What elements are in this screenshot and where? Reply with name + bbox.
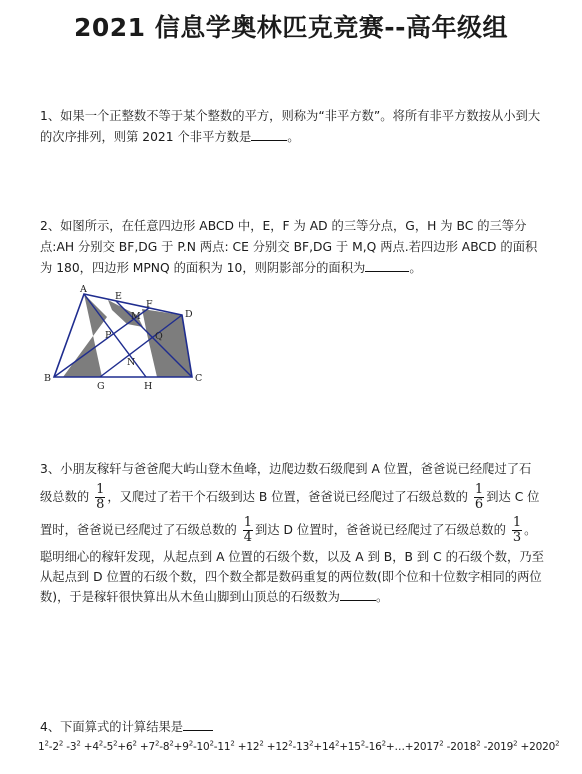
exponent: 2 xyxy=(76,739,81,748)
expression-term: -5 xyxy=(103,741,114,753)
fraction-denominator: 4 xyxy=(243,530,252,545)
question-2-text: 2、如图所示，在任意四边形 ABCD 中，E，F 为 AD 的三等分点，G，H 为 BC 的三等分点:AH 分别交 BF,DG 于 P.N 两点: CE 分别交 BF,DG 于 M,Q 两点.若四边形 ABCD 的面积为 180，四边形 MPNQ 的面积为 10，则阴影部分的面积为 xyxy=(40,219,538,275)
expression-term: -10 xyxy=(192,741,210,753)
expression-term: -11 xyxy=(213,741,231,753)
question-3-line-2 xyxy=(40,483,548,512)
question-2 xyxy=(40,216,548,279)
exponent: 2 xyxy=(555,739,560,748)
fraction-one-sixth xyxy=(474,483,484,512)
label-h: H xyxy=(144,381,153,392)
question-1-text: 1、如果一个正整数不等于某个整数的平方，则称为“非平方数”。将所有非平方数按从小到大的次序排列，则第 2021 个非平方数是 xyxy=(40,109,541,144)
label-m: M xyxy=(131,311,141,322)
answer-blank-4[interactable] xyxy=(183,718,213,731)
expression-term: +12 xyxy=(263,741,289,753)
answer-blank-3[interactable] xyxy=(340,588,376,601)
fraction-denominator: 3 xyxy=(512,530,522,545)
expression-term: -13 xyxy=(292,741,310,753)
question-4 xyxy=(40,717,548,738)
answer-blank-2[interactable] xyxy=(365,259,409,272)
fraction-denominator: 6 xyxy=(474,497,484,512)
question-1-end: 。 xyxy=(287,130,300,144)
exponent: 2 xyxy=(360,739,366,748)
question-3-line-3 xyxy=(40,516,548,545)
exponent: 2 xyxy=(288,739,293,748)
fraction-numerator: 1 xyxy=(96,482,105,497)
question-3-rest xyxy=(40,547,548,607)
exponent: 2 xyxy=(169,739,174,748)
exponent: 2 xyxy=(188,739,193,748)
label-c: C xyxy=(195,373,203,384)
fraction-numerator: 1 xyxy=(243,515,252,530)
fraction-one-quarter xyxy=(243,516,253,545)
exponent: 2 xyxy=(259,739,264,748)
question-3-text-3b: 到达 D 位置时，爸爸说已经爬过了石级总数的 xyxy=(254,523,506,537)
expression-term: -3 xyxy=(63,741,77,753)
question-3-text-2c: 到达 C 位 xyxy=(486,490,540,504)
exponent: 2 xyxy=(44,739,49,748)
exponent: 2 xyxy=(476,739,481,748)
question-4-expression xyxy=(38,741,559,753)
question-4-text: 4、下面算式的计算结果是 xyxy=(40,720,184,734)
exponent: 2 xyxy=(334,739,340,748)
expression-term: +15 xyxy=(339,741,361,753)
label-g: G xyxy=(97,381,105,392)
label-f: F xyxy=(146,299,153,310)
expression-term: +4 xyxy=(80,741,99,753)
fraction-one-eighth xyxy=(95,483,105,512)
expression-term: +2020 xyxy=(517,741,556,753)
exponent: 2 xyxy=(381,739,386,748)
expression-term: +7 xyxy=(136,741,155,753)
question-3-text-2a: 级总数的 xyxy=(40,490,90,504)
question-3 xyxy=(40,459,548,607)
label-b: B xyxy=(44,373,51,384)
expression-term: -8 xyxy=(159,741,170,753)
question-1 xyxy=(40,106,548,148)
label-q: Q xyxy=(155,331,163,342)
label-d: D xyxy=(185,309,193,320)
label-a: A xyxy=(80,284,87,295)
exponent: 2 xyxy=(98,739,104,748)
fraction-denominator: 8 xyxy=(96,497,105,512)
fraction-one-third xyxy=(512,516,522,545)
label-p: P xyxy=(105,330,112,341)
expression-term: -16 xyxy=(365,741,382,753)
expression-term: -2018 xyxy=(443,741,477,753)
question-3-line-1: 3、小朋友稼轩与爸爸爬大屿山登木鱼峰，边爬边数石级爬到 A 位置，爸爸说已经爬过了石 xyxy=(40,462,532,476)
fraction-numerator: 1 xyxy=(512,515,522,530)
exponent: 2 xyxy=(513,739,518,748)
expression-term: -2 xyxy=(48,741,59,753)
exponent: 2 xyxy=(230,739,235,748)
exponent: 2 xyxy=(132,739,137,748)
expression-term: +9 xyxy=(173,741,189,753)
exponent: 2 xyxy=(113,739,118,748)
expression-term: +6 xyxy=(117,741,133,753)
question-3-text-3a: 置时，爸爸说已经爬过了石级总数的 xyxy=(40,523,237,537)
answer-blank-1[interactable] xyxy=(251,128,287,141)
expression-term: +14 xyxy=(313,741,335,753)
label-n: N xyxy=(127,357,136,368)
fraction-numerator: 1 xyxy=(474,482,484,497)
question-3-rest-text: 聪明细心的稼轩发现，从起点到 A 位置的石级个数，以及 A 到 B，B 到 C 的石级个数，乃至从起点到 D 位置的石级个数，四个数全都是数码重复的两位数(即个位和十位数字相同的两位数)，于是稼轩很快算出从木鱼山脚到山顶总的石级数为 xyxy=(40,550,544,604)
quadrilateral-figure xyxy=(42,282,212,392)
question-3-end: 。 xyxy=(375,590,389,604)
page-title: 2021 信息学奥林匹克竞赛--高年级组 xyxy=(73,13,509,42)
expression-term: +12 xyxy=(234,741,260,753)
question-3-text-2b: ，又爬过了若干个石级到达 B 位置，爸爸说已经爬过了石级总数的 xyxy=(107,490,468,504)
expression-term: 1 xyxy=(38,741,45,753)
question-2-end: 。 xyxy=(409,261,422,275)
expression-term: -2019 xyxy=(480,741,514,753)
question-3-text-3c: 。 xyxy=(524,523,537,537)
exponent: 2 xyxy=(154,739,160,748)
exponent: 2 xyxy=(58,739,64,748)
exponent: 2 xyxy=(209,739,214,748)
label-e: E xyxy=(115,291,122,302)
expression-term: +…+2017 xyxy=(385,741,440,753)
exponent: 2 xyxy=(309,739,314,748)
exponent: 2 xyxy=(439,739,444,748)
